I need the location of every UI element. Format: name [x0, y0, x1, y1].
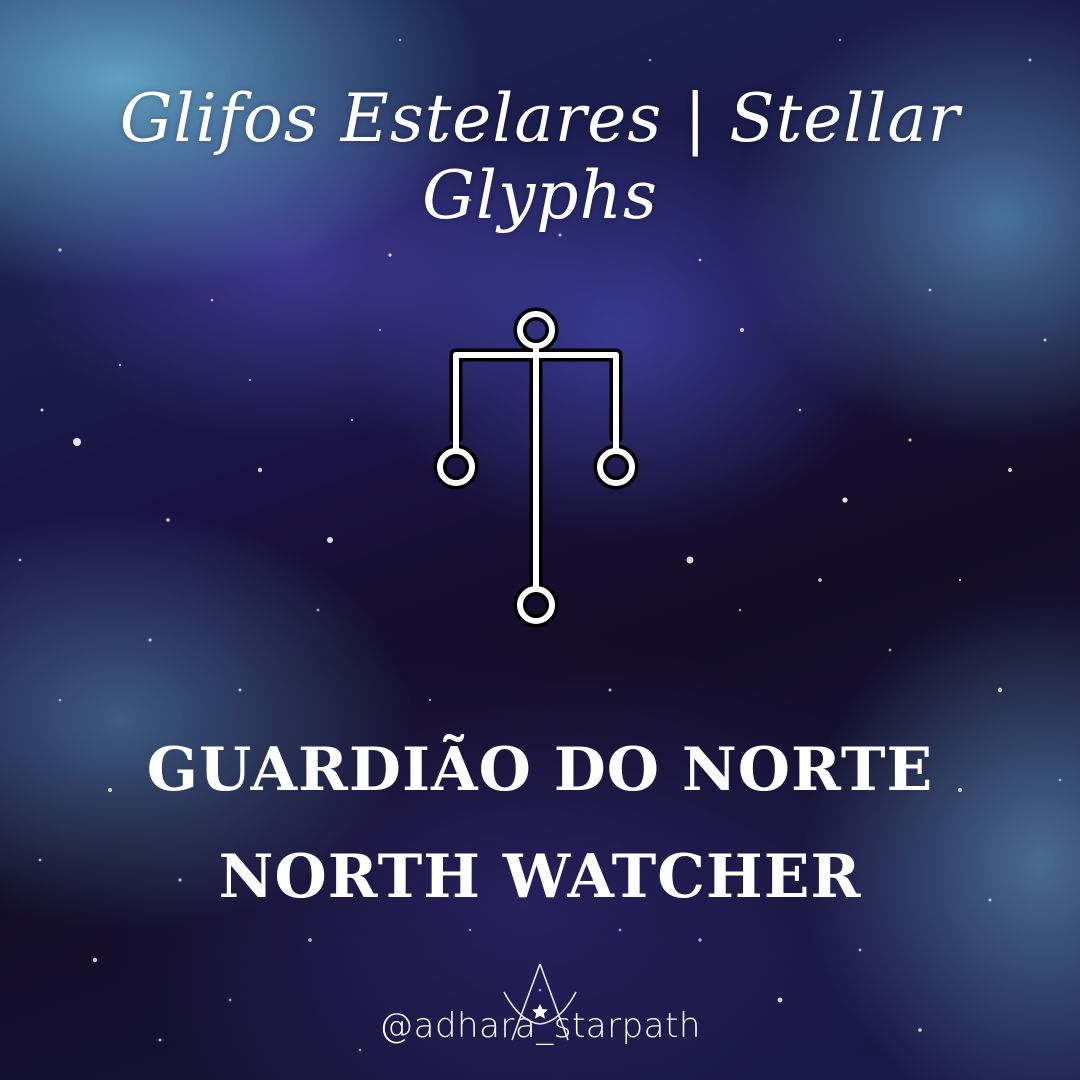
script-title: Glifos Estelares | Stellar Glyphs	[119, 80, 961, 234]
headline-portuguese: GUARDIÃO DO NORTE	[146, 735, 934, 805]
headline-english: NORTH WATCHER	[218, 842, 862, 912]
social-handle: @adhara_starpath	[379, 1006, 701, 1046]
north-watcher-glyph-icon	[420, 295, 660, 645]
